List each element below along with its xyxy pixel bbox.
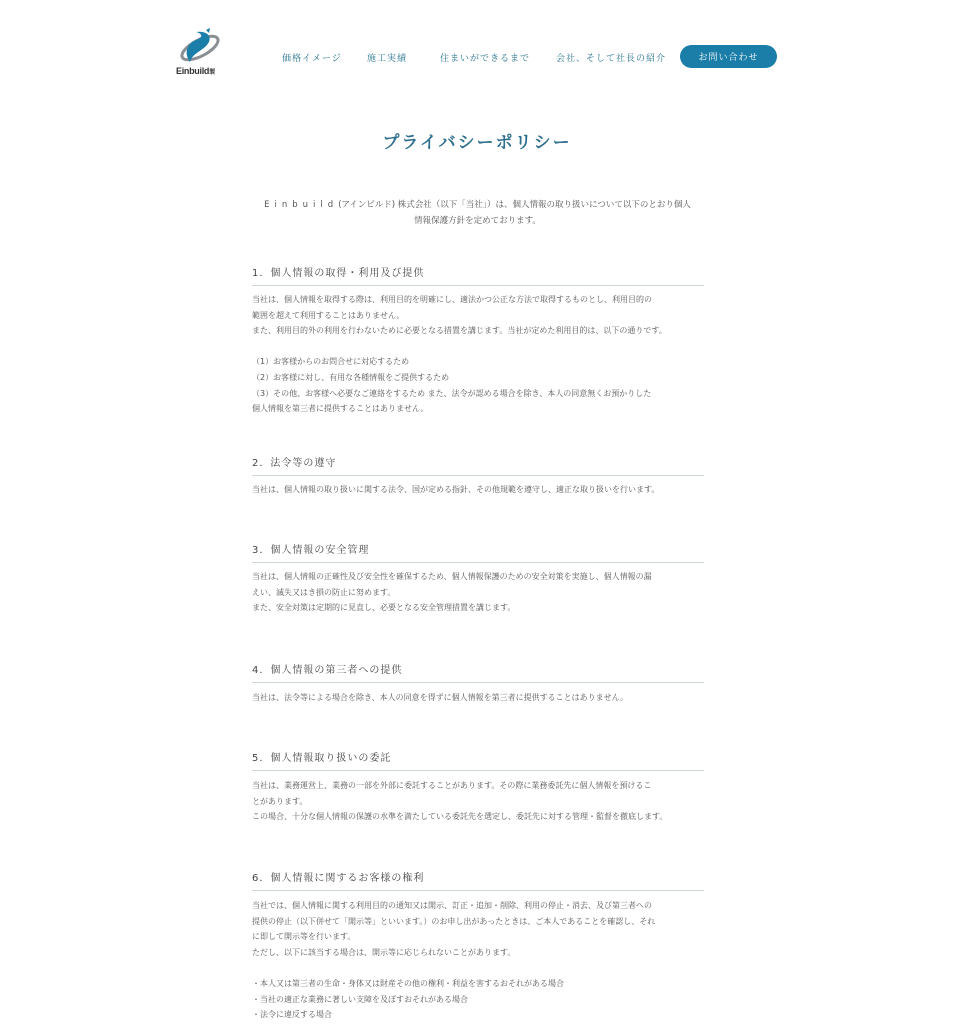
section-5-line: この場合、十分な個人情報の保護の水準を満たしている委託先を選定し、委託先に対する管理・監督を徹底します。 <box>252 812 668 822</box>
section-4-heading: 4．個人情報の第三者への提供 <box>252 661 704 683</box>
section-3-line: また、安全対策は定期的に見直し、必要となる安全管理措置を講じます。 <box>252 603 516 613</box>
nav-item-works[interactable]: 施工実績 <box>367 54 408 64</box>
section-1-line: （1）お客様からのお問合せに対応するため <box>252 357 410 367</box>
section-1-line: 範囲を超えて利用することはありません。 <box>252 310 405 320</box>
section-5-body <box>252 778 708 825</box>
section-1-spacer <box>252 339 708 355</box>
logo-text: Einbuild製 <box>176 66 215 76</box>
section-1-line: また、利用目的外の利用を行わないために必要となる措置を講じます。当社が定めた利用目的は、以下の通りです。 <box>252 326 667 336</box>
section-1-body <box>252 292 708 417</box>
section-4-body <box>252 690 708 706</box>
section-2-heading: 2．法令等の遵守 <box>252 454 704 476</box>
section-4-line: 当社は、法令等による場合を除き、本人の同意を得ずに個人情報を第三者に提供することはありません。 <box>252 693 629 702</box>
intro-text <box>250 197 705 229</box>
section-6-heading: 6．個人情報に関するお客様の権利 <box>252 869 704 891</box>
section-1-heading: 1．個人情報の取得・利用及び提供 <box>252 264 704 286</box>
section-5-heading: 5．個人情報取り扱いの委託 <box>252 749 704 771</box>
section-6-line: 提供の停止（以下併せて「開示等」といいます。）のお申し出があったときは、ご本人であることを確認し、それ <box>252 916 656 926</box>
section-6-body <box>252 898 708 1023</box>
section-6-line: 当社では、個人情報に関する利用目的の通知又は開示、訂正・追加・削除、利用の停止・消去、及び第三者への <box>252 901 652 910</box>
section-5-line: とがあります。 <box>252 796 308 806</box>
section-2-body <box>252 482 708 498</box>
section-1-line: （2）お客様に対し、有用な各種情報をご提供するため <box>252 372 450 382</box>
section-1-line: 個人情報を第三者に提供することはありません。 <box>252 404 429 414</box>
einbuild-logo[interactable] <box>176 26 224 78</box>
section-6-line: ・本人又は第三者の生命・身体又は財産その他の権利・利益を害するおそれがある場合 <box>252 978 564 988</box>
section-6-line: ただし、以下に該当する場合は、開示等に応じられないことがあります。 <box>252 947 516 957</box>
intro-company-en: Einbuild <box>264 200 339 210</box>
section-3-line: えい、滅失又はき損の防止に努めます。 <box>252 587 396 597</box>
page-title: プライバシーポリシー <box>382 133 572 153</box>
section-6-line: に即して開示等を行います。 <box>252 932 356 942</box>
section-6-line: ・当社の適正な業務に著しい支障を及ぼすおそれがある場合 <box>252 994 468 1004</box>
section-3-heading: 3．個人情報の安全管理 <box>252 541 704 563</box>
nav-item-process[interactable]: 住まいができるまで <box>440 54 531 64</box>
logo-swirl-icon <box>176 26 224 68</box>
section-6-spacer <box>252 960 708 976</box>
section-3-body <box>252 569 708 616</box>
section-1-line: （3）その他、お客様へ必要なご連絡をするため また、法令が認める場合を除き、本人の同意無くお預かりした <box>252 388 652 398</box>
nav-item-price[interactable]: 価格イメージ <box>282 54 342 64</box>
section-5-line: 当社は、業務運営上、業務の一部を外部に委託することがあります。その際に業務委託先に個人情報を預けるこ <box>252 781 652 790</box>
intro-line2: 情報保護方針を定めております。 <box>414 216 541 226</box>
intro-line1: (アインビルド) 株式会社（以下「当社」）は、個人情報の取り扱いについて以下のとおり個人 <box>338 200 691 210</box>
section-2-line: 当社は、個人情報の取り扱いに関する法令、国が定める指針、その他規範を遵守し、適正な取り扱いを行います。 <box>252 485 660 494</box>
nav-item-company[interactable]: 会社、そして社長の紹介 <box>556 54 667 64</box>
section-6-line: ・法令に違反する場合 <box>252 1010 332 1020</box>
contact-button[interactable]: お問い合わせ <box>680 45 777 68</box>
section-3-line: 当社は、個人情報の正確性及び安全性を確保するため、個人情報保護のための安全対策を実施し、個人情報の漏 <box>252 572 652 581</box>
section-1-line: 当社は、個人情報を取得する際は、利用目的を明確にし、適法かつ公正な方法で取得するものとし、利用目的の <box>252 295 652 304</box>
